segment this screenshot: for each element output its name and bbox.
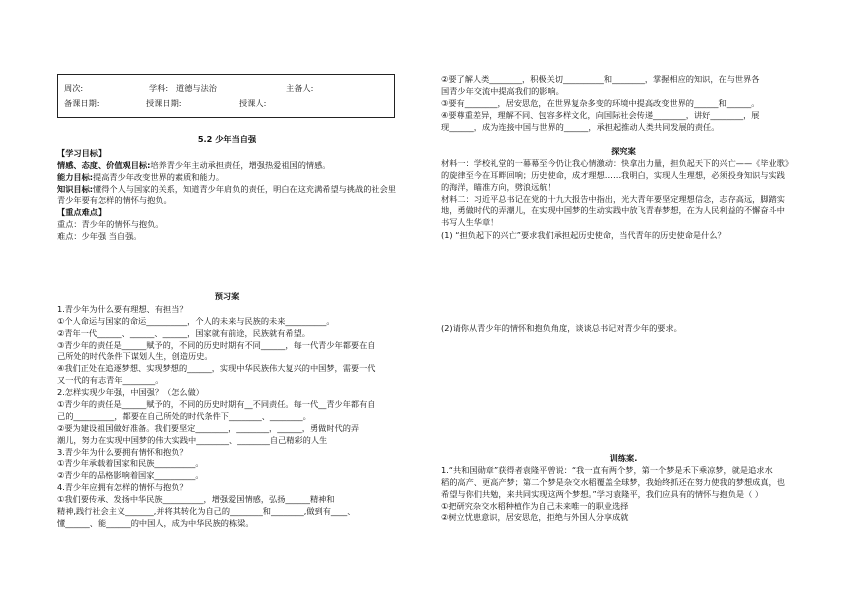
lesson-info-box bbox=[57, 74, 395, 118]
goal-knowledge-label: 知识目标: bbox=[57, 183, 94, 194]
preview-section bbox=[57, 291, 397, 530]
goal-emotion bbox=[57, 160, 397, 172]
week-label: 周次: bbox=[64, 83, 84, 93]
preview-line: 2.怎样实现少年强，中国强？（怎么做） bbox=[57, 387, 204, 398]
preview-line: 又一代的有志青年________。 bbox=[57, 375, 164, 386]
subject-value: 道德与法治 bbox=[176, 83, 217, 93]
info-row-1 bbox=[64, 83, 388, 98]
prep-date-label: 备课日期: bbox=[64, 98, 100, 108]
preview-line: ④我们正处在追逐梦想、实现梦想的______，实现中华民族伟大复兴的中国梦，需要一代 bbox=[57, 363, 376, 374]
explore-line: 的海洋，瞄准方向，劈浪远航！ bbox=[441, 181, 556, 192]
preview-line: ②要为建设祖国做好准备。我们要坚定________，________，______，勇做时代的弄 bbox=[57, 422, 360, 433]
preview-line: 己所处的时代条件下谋划人生，创造历史。 bbox=[57, 351, 213, 362]
explore-line: 材料二：习近平总书记在党的十九大报告中指出，光大青年要坚定理想信念，志存高远，脚踏实 bbox=[441, 193, 785, 204]
difficult-point: 难点：少年强 当自强。 bbox=[57, 231, 142, 242]
right-top-line: ④要尊重差异，理解不同、包容多样文化，向国际社会传递________，讲好________，展 bbox=[441, 109, 760, 120]
question-1: (1) “担负起下的兴亡”要求我们承担起历史使命，当代青年的历史使命是什么？ bbox=[441, 230, 726, 241]
teach-date-label: 授课日期: bbox=[146, 98, 182, 108]
practice-option: ①把研究杂交水稻种植作为自己未来唯一的职业选择 bbox=[441, 500, 629, 511]
teacher-label: 授课人: bbox=[239, 98, 267, 108]
preview-line: ①我们要传承、发扬中华民族__________，增强爱国情感，弘扬______精神和 bbox=[57, 494, 335, 505]
practice-line: 希望与你们共勉，来共同实现这两个梦想。”学习袁隆平，我们应具有的情怀与抱负是（ ） bbox=[441, 488, 764, 499]
goal-knowledge-text-2: 青少年要有怎样的情怀与抱负。 bbox=[57, 195, 172, 206]
right-top-line: ③要有________，居安思危，在世界复杂多变的环境中提高改变世界的______和______。 bbox=[441, 97, 760, 108]
practice-line: 1.“共和国勋章”获得者袁隆平曾说：“我一直有两个梦，第一个梦是禾下乘凉梦，就是追求水 bbox=[441, 464, 773, 475]
preview-line: 己的__________，都要在自己所处的时代条件下________、________。 bbox=[57, 410, 311, 421]
goals-heading: 【学习目标】 bbox=[57, 147, 107, 158]
goal-emotion-label: 情感、态度、价值观目标: bbox=[57, 159, 151, 170]
preview-line: ②青少年的品格影响着国家__________。 bbox=[57, 470, 204, 481]
explore-line: 书写人生华章！ bbox=[441, 217, 499, 228]
preparer-label: 主备人: bbox=[286, 83, 314, 93]
preview-line: 潮儿，努力在实现中国梦的伟大实践中________、________自己精彩的人生 bbox=[57, 434, 328, 445]
practice-section bbox=[441, 453, 806, 524]
preview-line: 精神,践行社会主义_______,并将其转化为自己的________和________,做到有____、 bbox=[57, 506, 356, 517]
preview-heading: 预习案 bbox=[214, 291, 240, 301]
goal-ability-label: 能力目标: bbox=[57, 171, 94, 182]
preview-line: ①青少年承载着国家和民族__________。 bbox=[57, 458, 204, 469]
preview-line: ①青少年的责任是______赋予的，不同的历史时期有__不同责任。每一代__青少年都有自 bbox=[57, 399, 376, 410]
key-point: 重点：青少年的情怀与抱负。 bbox=[57, 219, 164, 230]
goal-emotion-text: 培养青少年主动承担责任，增强热爱祖国的情感。 bbox=[150, 159, 331, 170]
goals-section bbox=[57, 134, 397, 243]
right-top-line: 现______，成为连接中国与世界的______，承担起推动人类共同发展的责任。 bbox=[441, 121, 720, 132]
goal-knowledge-text-1: 懂得个人与国家的关系，知道青少年肩负的责任，明白在这充满希望与挑战的社会里 bbox=[93, 183, 396, 194]
practice-line: 稻的高产、更高产梦；第二个梦是杂交水稻覆盖全球梦，我始终抓还在努力使我的梦想成真，也 bbox=[441, 476, 785, 487]
preview-line: 4.青少年应拥有怎样的情怀与抱负？ bbox=[57, 482, 188, 493]
goal-ability-text: 提高青少年改变世界的素质和能力。 bbox=[93, 171, 225, 182]
goal-knowledge bbox=[57, 184, 397, 196]
explore-line: 的旋律至今在耳畔回响；历史使命，成才理想……我明白，实现人生理想，必须投身知识与实践 bbox=[441, 169, 785, 180]
explore-line: 材料一：学校礼堂的一幕幕至今仍让我心情激动：快拿出力量，担负起天下的兴亡——《毕业歌》 bbox=[441, 157, 794, 168]
preview-line: ①个人命运与国家的命运__________，个人的未来与民族的未来__________。 bbox=[57, 315, 335, 326]
goal-ability bbox=[57, 172, 397, 184]
preview-line: 3.青少年为什么要拥有情怀和抱负？ bbox=[57, 446, 188, 457]
question-2: (2)请你从青少年的情怀和抱负角度，谈谈总书记对青少年的要求。 bbox=[441, 323, 682, 333]
explore-heading: 探究案 bbox=[611, 146, 636, 156]
preview-line: ②青年一代______、______、______，国家就有前途，民族就有希望。 bbox=[57, 327, 310, 338]
preview-line: 懂______、能______的中国人，成为中华民族的栋梁。 bbox=[57, 517, 254, 528]
preview-line: 1.青少年为什么要有理想、有担当？ bbox=[57, 303, 188, 314]
practice-heading: 训练案. bbox=[609, 453, 638, 463]
preview-line: ③青少年的责任是______赋予的，不同的历史时期有不同______，每一代青少年都要在自 bbox=[57, 339, 376, 350]
question-2-block bbox=[441, 323, 806, 335]
subject-label: 学科: bbox=[149, 83, 169, 93]
key-heading: 【重点难点】 bbox=[57, 207, 107, 218]
right-top-line: 国青少年交流中提高我们的影响。 bbox=[441, 85, 564, 96]
right-top-line: ②要了解人类________，积极关切__________和________，掌握相应的知识，在与世界各 bbox=[441, 74, 760, 84]
explore-line: 地，勇做时代的弄潮儿，在实现中国梦的生动实践中放飞青春梦想，在为人民利益的不懈奋斗中 bbox=[441, 205, 785, 216]
info-row-2 bbox=[64, 98, 388, 113]
explore-section bbox=[441, 146, 806, 242]
lesson-title: 5.2 少年当自强 bbox=[197, 134, 257, 144]
right-top-section bbox=[441, 74, 806, 133]
practice-option: ②树立忧患意识，居安思危，拒绝与外国人分享成就 bbox=[441, 512, 629, 523]
